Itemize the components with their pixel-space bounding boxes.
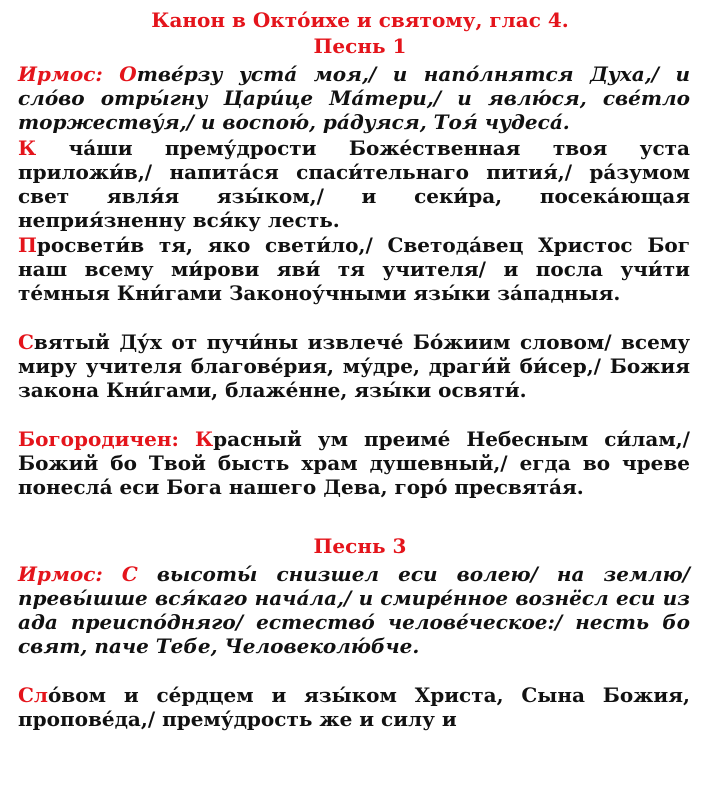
ode1-troparion-2	[18, 233, 690, 305]
troparion-text: росвети́в тя, яко свети́ло,/ Светода́вец Христос Бог наш всему ми́рови яви́ тя учителя/ и посла учи́ти те́мныя Кни́гами Законоу́чными язы́ки за́падныя.	[18, 233, 690, 305]
troparion-initial: Сл	[18, 683, 49, 707]
irmos-initial: О	[119, 62, 137, 86]
irmos-label: Ирмос:	[18, 62, 103, 86]
troparion-initial: К	[18, 136, 37, 160]
irmos-text: высоты́ снизшел еси волею/ на землю/ превы́шше вся́каго нача́ла,/ и смире́нное вознёсл еси из ада преиспо́дняго/ естество́ челове́ческое:/ несть бо свят, паче Тебе, Человеколю́бче.	[18, 562, 690, 658]
ode1-heading: Песнь 1	[313, 34, 407, 58]
ode3-irmos	[18, 562, 690, 658]
troparion-initial: П	[18, 233, 37, 257]
troparion-text: вятый Ду́х от пучи́ны извлече́ Бо́жиим словом/ всему миру учителя благове́рия, му́дре, драги́й би́сер,/ Божия закона Кни́гами, блаже́нне, язы́ки освяти́.	[18, 330, 690, 402]
irmos-text: тве́рзу уста́ моя,/ и напо́лнятся Духа,/ и сло́во отры́гну Цари́це Ма́тери,/ и явлю́ся, све́тло торжеству́я,/ и воспою́, ра́дуяся, Тоя́ чудеса́.	[18, 62, 690, 134]
ode3-heading: Песнь 3	[313, 534, 407, 558]
ode1-irmos	[18, 62, 690, 134]
theotokion-initial: К	[194, 427, 214, 451]
troparion-text: о́вом и се́рдцем и язы́ком Христа, Сына Божия, пропове́да,/ прему́дрость же и силу и	[18, 683, 690, 731]
canon-title: Канон в Окто́ихе и святому, глас 4.	[151, 8, 569, 32]
troparion-text: ча́ши прему́дрости Боже́ственная твоя уста приложи́в,/ напита́ся спаси́тельнаго пития́,/ ра́зумом свет явля́я язы́ком,/ и секи́ра, посека́ющая неприя́зненну вся́ку лесть.	[18, 136, 690, 232]
ode3-troparion-1	[18, 683, 690, 731]
ode1-theotokion	[18, 427, 690, 499]
ode1-troparion-1	[18, 136, 690, 232]
ode1-troparion-3	[18, 330, 690, 402]
theotokion-label: Богородичен:	[18, 427, 179, 451]
irmos-label: Ирмос:	[18, 562, 103, 586]
irmos-initial: С	[121, 562, 138, 586]
troparion-initial: С	[18, 330, 34, 354]
theotokion-text: расный ум преимé Небесным си́лам,/ Божий бо Твой бысть храм душевный,/ егда во чреве понесла́ еси Бога нашего Дева, горо́ пресвята́я.	[18, 427, 690, 499]
